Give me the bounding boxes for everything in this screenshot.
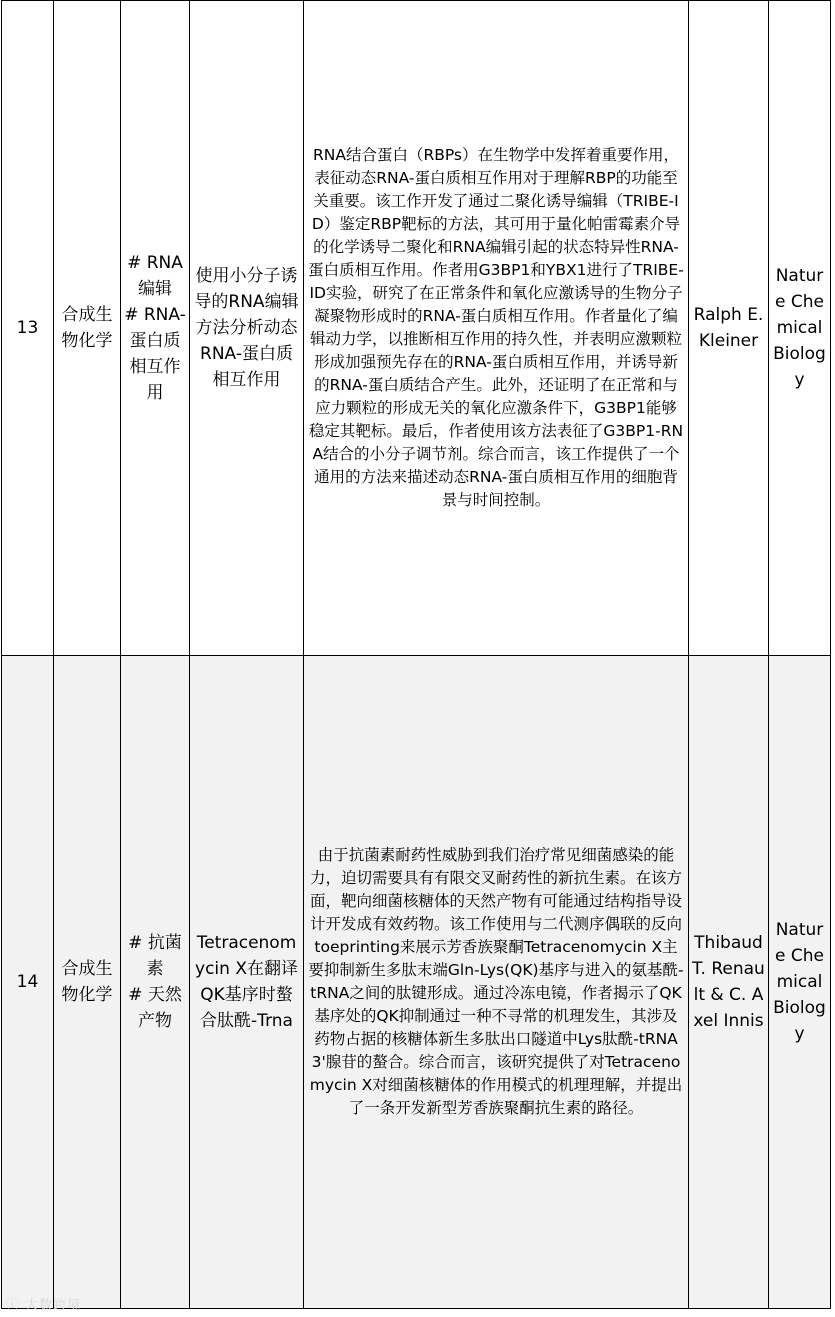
watermark: [6, 1294, 81, 1313]
summary-cell: RNA结合蛋白（RBPs）在生物学中发挥着重要作用，表征动态RNA-蛋白质相互作用对于理解RBP的功能至关重要。该工作开发了通过二聚化诱导编辑（TRIBE-ID）鉴定RBP靶标的方法，其可用于量化帕雷霉素介导的化学诱导二聚化和RNA编辑引起的状态特异性RNA-蛋白质相互作用。作者用G3BP1和YBX1进行了TRIBE-ID实验，研究了在正常条件和氧化应激诱导的生物分子凝聚物形成时的RNA-蛋白质相互作用。作者量化了编辑动力学，以推断相互作用的持久性，并表明应激颗粒形成加强预先存在的RNA-蛋白质相互作用，并诱导新的RNA-蛋白质结合产生。此外，还证明了在正常和与应力颗粒的形成无关的氧化应激条件下，G3BP1能够稳定其靶标。最后，作者使用该方法表征了G3BP1-RNA结合的小分子调节剂。综合而言，该工作提供了一个通用的方法来描述动态RNA-蛋白质相互作用的细胞背景与时间控制。: [304, 1, 689, 656]
tag: # RNA编辑: [127, 253, 183, 299]
research-table: [1, 0, 831, 1309]
watermark-text: 大数跨境: [25, 1298, 82, 1313]
row-number: 14: [2, 656, 54, 1309]
field-cell: 合成生物化学: [54, 656, 121, 1309]
tags-cell: [121, 1, 190, 656]
tag: # 天然产物: [128, 985, 182, 1031]
table-row: [2, 656, 831, 1309]
table-row: [2, 1, 831, 656]
field-cell: 合成生物化学: [54, 1, 121, 656]
row-number: 13: [2, 1, 54, 656]
author-cell: Ralph E. Kleiner: [689, 1, 769, 656]
tag: # RNA-蛋白质相互作用: [124, 305, 186, 403]
summary-cell: 由于抗菌素耐药性威胁到我们治疗常见细菌感染的能力，迫切需要具有有限交叉耐药性的新抗生素。在该方面，靶向细菌核糖体的天然产物有可能通过结构指导设计开发成有效药物。该工作使用与二代测序偶联的反向toeprinting来展示芳香族聚酮Tetracenomycin X主要抑制新生多肽末端Gln-Lys(QK)基序与进入的氨基酰-tRNA之间的肽键形成。通过冷冻电镜，作者揭示了QK基序处的QK抑制通过一种不寻常的机理发生，其涉及药物占据的核糖体新生多肽出口隧道中Lys肽酰-tRNA 3'腺苷的螯合。综合而言，该研究提供了对Tetracenomycin X对细菌核糖体的作用模式的机理理解，并提出了一条开发新型芳香族聚酮抗生素的路径。: [304, 656, 689, 1309]
journal-cell: Nature Chemical Biology: [769, 656, 831, 1309]
author-cell: Thibaud T. Renault & C. Axel Innis: [689, 656, 769, 1309]
title-cell: Tetracenomycin X在翻译QK基序时螯合肽酰-Trna: [190, 656, 304, 1309]
title-cell: 使用小分子诱导的RNA编辑方法分析动态RNA-蛋白质相互作用: [190, 1, 304, 656]
watermark-logo-icon: ⓘ: [6, 1298, 21, 1313]
tag: # 抗菌素: [128, 933, 182, 979]
tags-cell: [121, 656, 190, 1309]
journal-cell: Nature Chemical Biology: [769, 1, 831, 656]
